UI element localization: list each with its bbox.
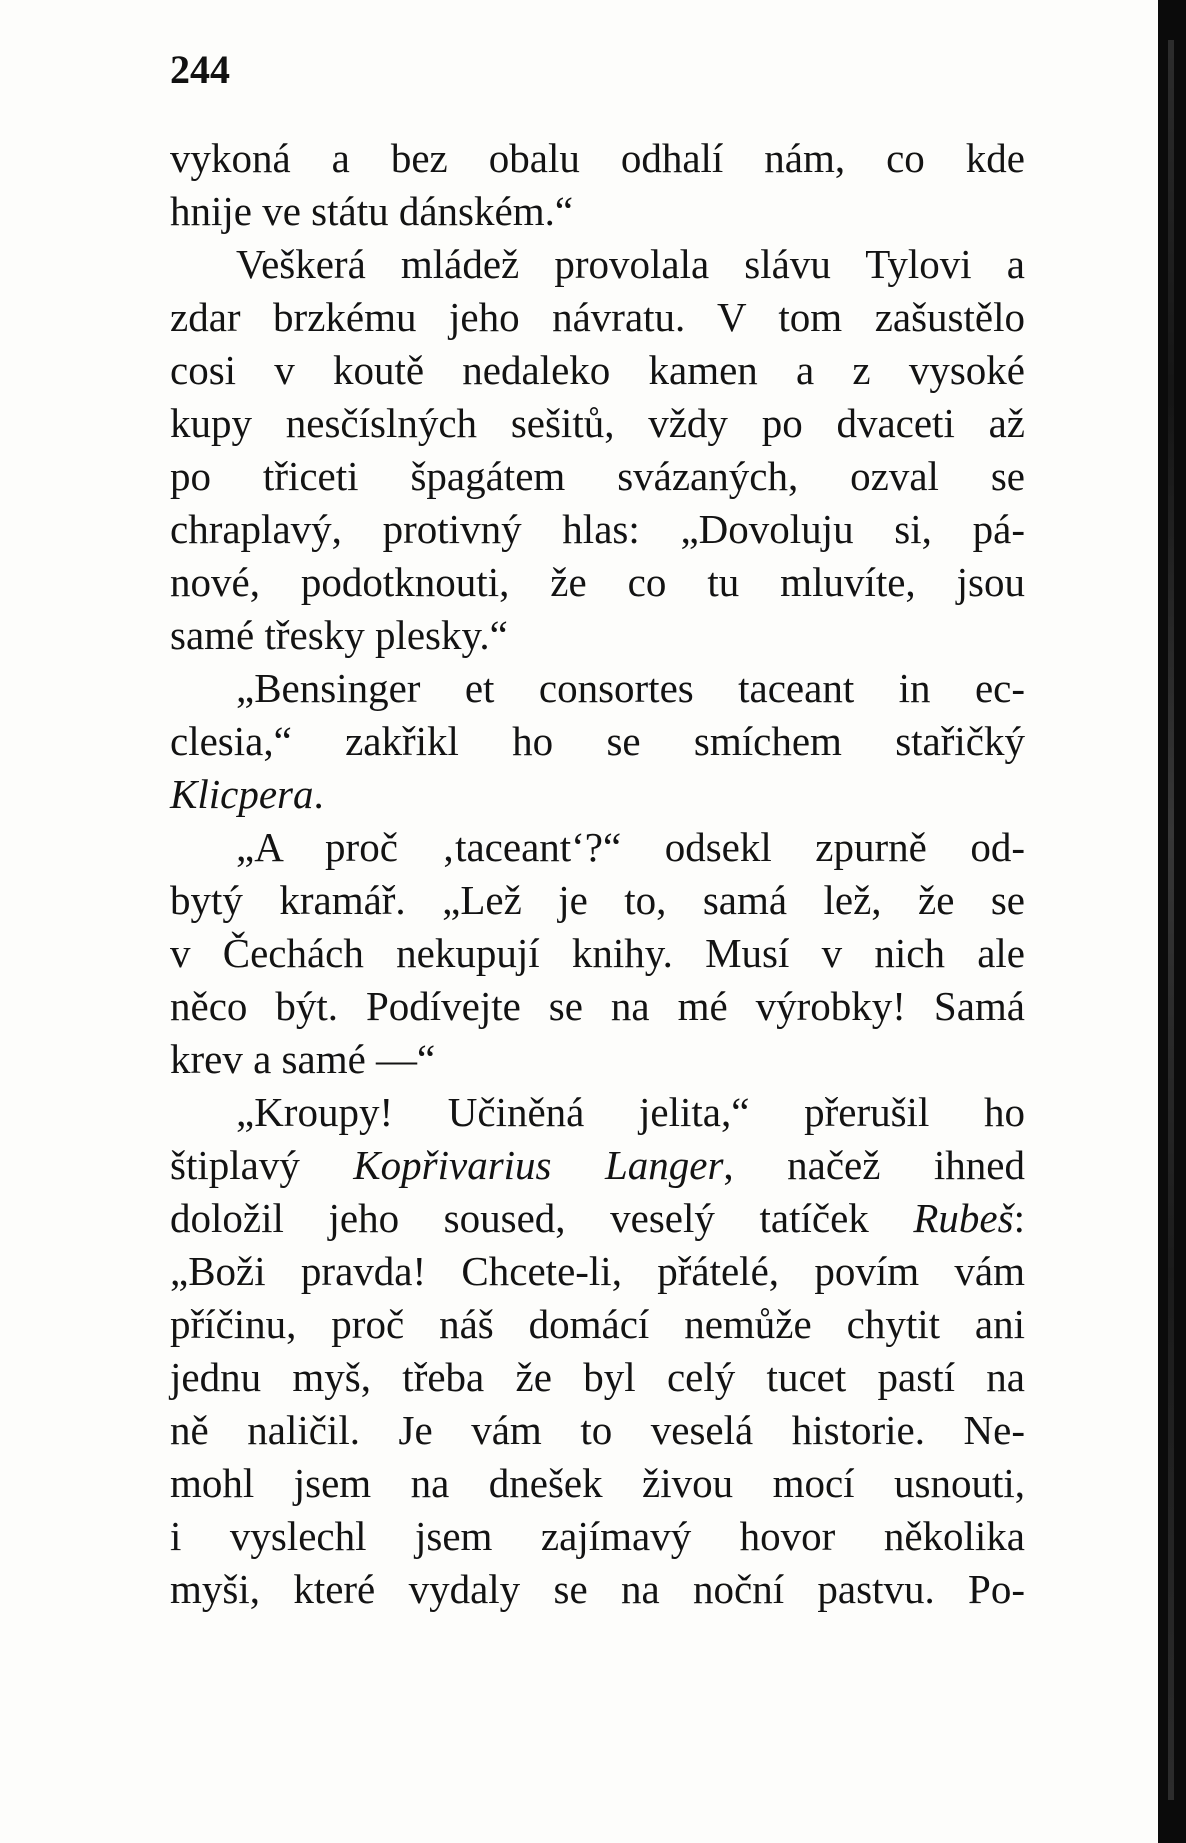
text-line: ně naličil. Je vám to veselá historie. Ne-: [170, 1407, 1025, 1453]
text-line: v Čechách nekupují knihy. Musí v nich ale: [170, 930, 1025, 976]
text-line: krev a samé —“: [170, 1036, 436, 1082]
text-line: jednu myš, třeba že byl celý tucet pastí na: [170, 1354, 1025, 1400]
text-line: zdar brzkému jeho návratu. V tom zašustělo: [170, 294, 1025, 340]
text-line: kupy nesčíslných sešitů, vždy po dvaceti až: [170, 400, 1025, 446]
page-number: 244: [170, 47, 230, 92]
text-line: clesia,“ zakřikl ho se smíchem stařičký: [170, 718, 1025, 764]
text-line: chraplavý, protivný hlas: „Dovoluju si, pá-: [170, 506, 1025, 552]
person-name-italic: Kopřivarius Langer: [353, 1142, 724, 1188]
page-body-text: [170, 132, 1025, 1616]
page-stack-edge: [1168, 40, 1174, 1800]
text-fragment: .: [313, 771, 324, 817]
text-fragment: :: [1013, 1195, 1025, 1241]
text-line: samé třesky plesky.“: [170, 612, 508, 658]
text-line: myši, které vydaly se na noční pastvu. Po-: [170, 1566, 1025, 1612]
text-line: i vyslechl jsem zajímavý hovor několika: [170, 1513, 1025, 1559]
text-line: [170, 1192, 1025, 1245]
text-fragment: doložil jeho soused, veselý tatíček: [170, 1195, 914, 1241]
text-line: vykoná a bez obalu odhalí nám, co kde: [170, 135, 1025, 181]
text-line: „Kroupy! Učiněná jelita,“ přerušil ho: [236, 1089, 1025, 1135]
text-line: mohl jsem na dnešek živou mocí usnouti,: [170, 1460, 1025, 1506]
text-line: „Boži pravda! Chcete-li, přátelé, povím vám: [170, 1248, 1025, 1294]
text-line: [170, 1139, 1025, 1192]
text-fragment: štiplavý: [170, 1142, 354, 1188]
text-line: nové, podotknouti, že co tu mluvíte, jsou: [170, 559, 1025, 605]
text-line: „A proč ‚taceant‘?“ odsekl zpurně od-: [236, 824, 1025, 870]
text-fragment: , načež ihned: [723, 1142, 1025, 1188]
person-name-italic: Klicpera: [170, 771, 314, 817]
text-line: cosi v koutě nedaleko kamen a z vysoké: [170, 347, 1025, 393]
text-line: příčinu, proč náš domácí nemůže chytit ani: [170, 1301, 1025, 1347]
text-line: Veškerá mládež provolala slávu Tylovi a: [236, 241, 1025, 287]
text-line: bytý kramář. „Lež je to, samá lež, že se: [170, 877, 1025, 923]
person-name-italic: Rubeš: [913, 1195, 1014, 1241]
text-line: „Bensinger et consortes taceant in ec-: [236, 665, 1025, 711]
text-line: [170, 768, 1025, 821]
text-line: po třiceti špagátem svázaných, ozval se: [170, 453, 1025, 499]
text-line: hnije ve státu dánském.“: [170, 188, 574, 234]
text-line: něco být. Podívejte se na mé výrobky! Samá: [170, 983, 1025, 1029]
